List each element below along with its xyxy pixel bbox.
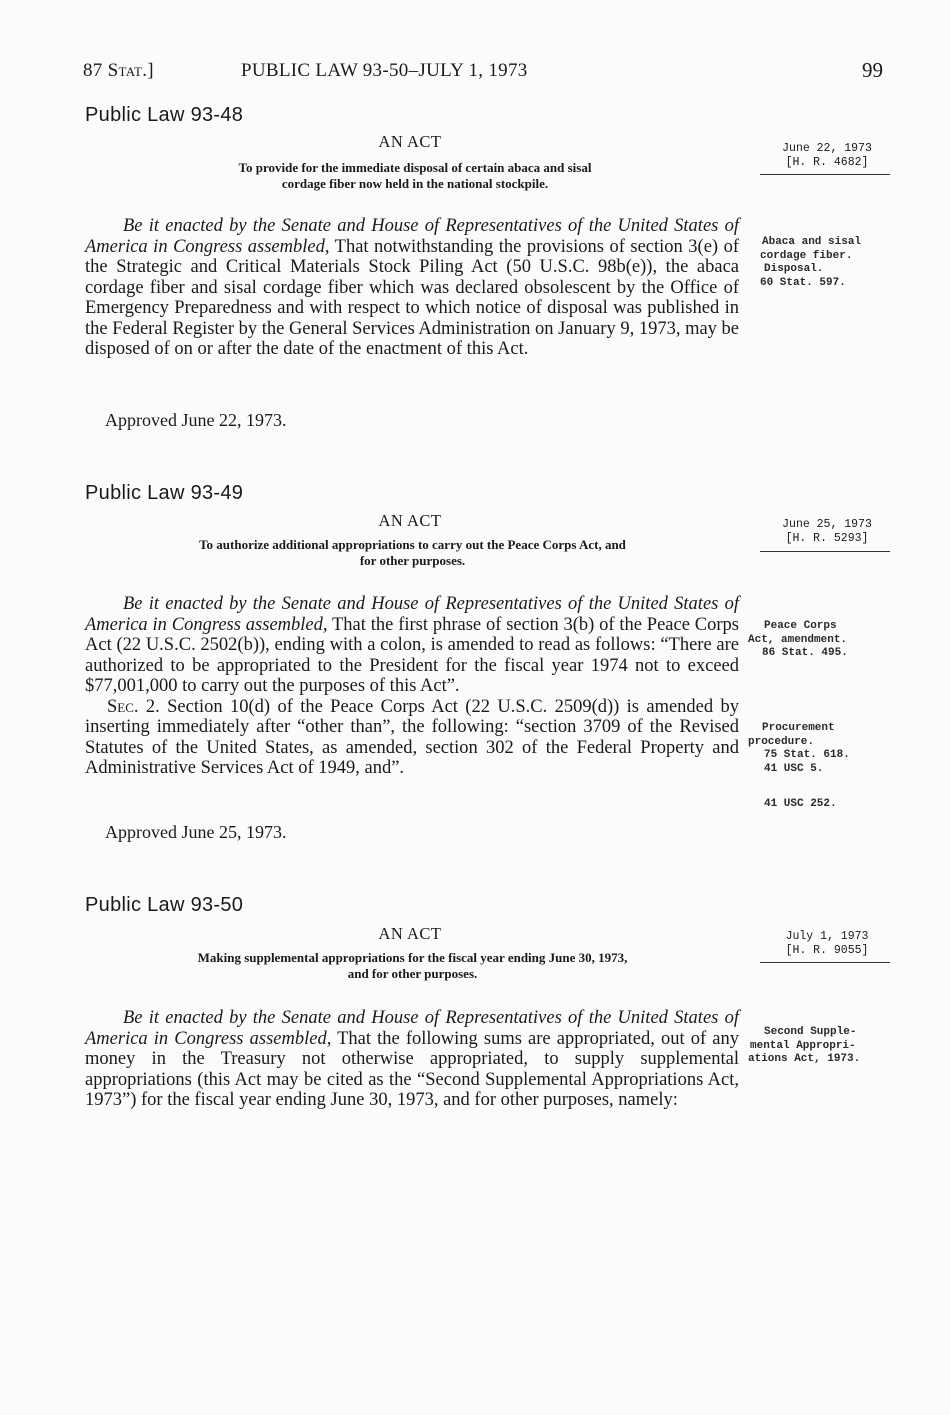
margin-rule	[760, 962, 890, 963]
law-title: Public Law 93-50	[85, 894, 244, 916]
approval-line: Approved June 25, 1973.	[105, 822, 287, 842]
margin-rule	[760, 174, 890, 175]
act-purpose: To authorize additional appropriations to carry out the Peace Corps Act, and for other purposes.	[199, 537, 626, 568]
enactment-date: July 1, 1973 [H. R. 9055]	[785, 930, 869, 957]
act-purpose: To provide for the immediate disposal of certain abaca and sisal cordage fiber now held in the national stockpile.	[238, 160, 592, 191]
approval-line: Approved June 22, 1973.	[105, 410, 287, 430]
margin-note: 41 USC 252.	[764, 798, 837, 810]
margin-rule	[760, 551, 890, 552]
margin-note: Abaca and sisal cordage fiber. Disposal. 60 Stat. 597.	[760, 236, 862, 289]
margin-note: Peace Corps Act, amendment. 86 Stat. 495.	[748, 620, 848, 659]
page-number: 99	[862, 58, 883, 82]
margin-note: Second Supple- mental Appropri- ations Act, 1973.	[748, 1026, 861, 1065]
an-act-heading: AN ACT	[378, 511, 442, 530]
volume-reference: 87 Stat.]	[83, 60, 154, 81]
act-purpose: Making supplemental appropriations for the fiscal year ending June 30, 1973, and for other purposes.	[197, 950, 628, 981]
law-body: Be it enacted by the Senate and House of Representatives of the United States of America in Congress assembled, That the first phrase of section 3(b) of the Peace Corps Act (22 U.S.C. 2502(b)), ending with a colon, is amended to read as follows: “There are authorized to be appropriated to the President for the fiscal year 1974 not to exceed $77,001,000 to carry out the purposes of this Act”. Sec. 2. Section 10(d) of the Peace Corps Act (22 U.S.C. 2509(d)) is amended by inserting immediately after “other than”, the following: “section 3709 of the Revised Statutes of the United States, as amended, section 302 of the Federal Property and Administrative Services Act of 1949, and”.	[85, 594, 740, 778]
law-body: Be it enacted by the Senate and House of Representatives of the United States of America in Congress assembled, That notwithstanding the provisions of section 3(e) of the Strategic and Critical Materials Stock Piling Act (50 U.S.C. 98b(e)), the abaca cordage fiber and sisal cordage fiber which was declared obsolescent by the Office of Emergency Preparedness and with respect to which notice of disposal was published in the Federal Register by the General Services Administration on January 9, 1973, may be disposed of on or after the date of the enactment of this Act.	[85, 216, 740, 359]
enactment-date: June 25, 1973 [H. R. 5293]	[782, 518, 872, 545]
enactment-date: June 22, 1973 [H. R. 4682]	[782, 142, 872, 169]
law-title: Public Law 93-48	[85, 104, 244, 126]
law-body: Be it enacted by the Senate and House of Representatives of the United States of America in Congress assembled, That the following sums are appropriated, out of any money in the Treasury not otherwise appropriated, to supply supplemental appropriations (this Act may be cited as the “Second Supplemental Appropriations Act, 1973”) for the fiscal year ending June 30, 1973, and for other purposes, namely:	[85, 1008, 739, 1110]
law-title: Public Law 93-49	[85, 482, 244, 504]
margin-note: Procurement procedure. 75 Stat. 618. 41 USC 5.	[748, 722, 850, 775]
running-title: PUBLIC LAW 93-50–JULY 1, 1973	[241, 60, 528, 81]
an-act-heading: AN ACT	[378, 924, 442, 943]
an-act-heading: AN ACT	[378, 132, 442, 151]
